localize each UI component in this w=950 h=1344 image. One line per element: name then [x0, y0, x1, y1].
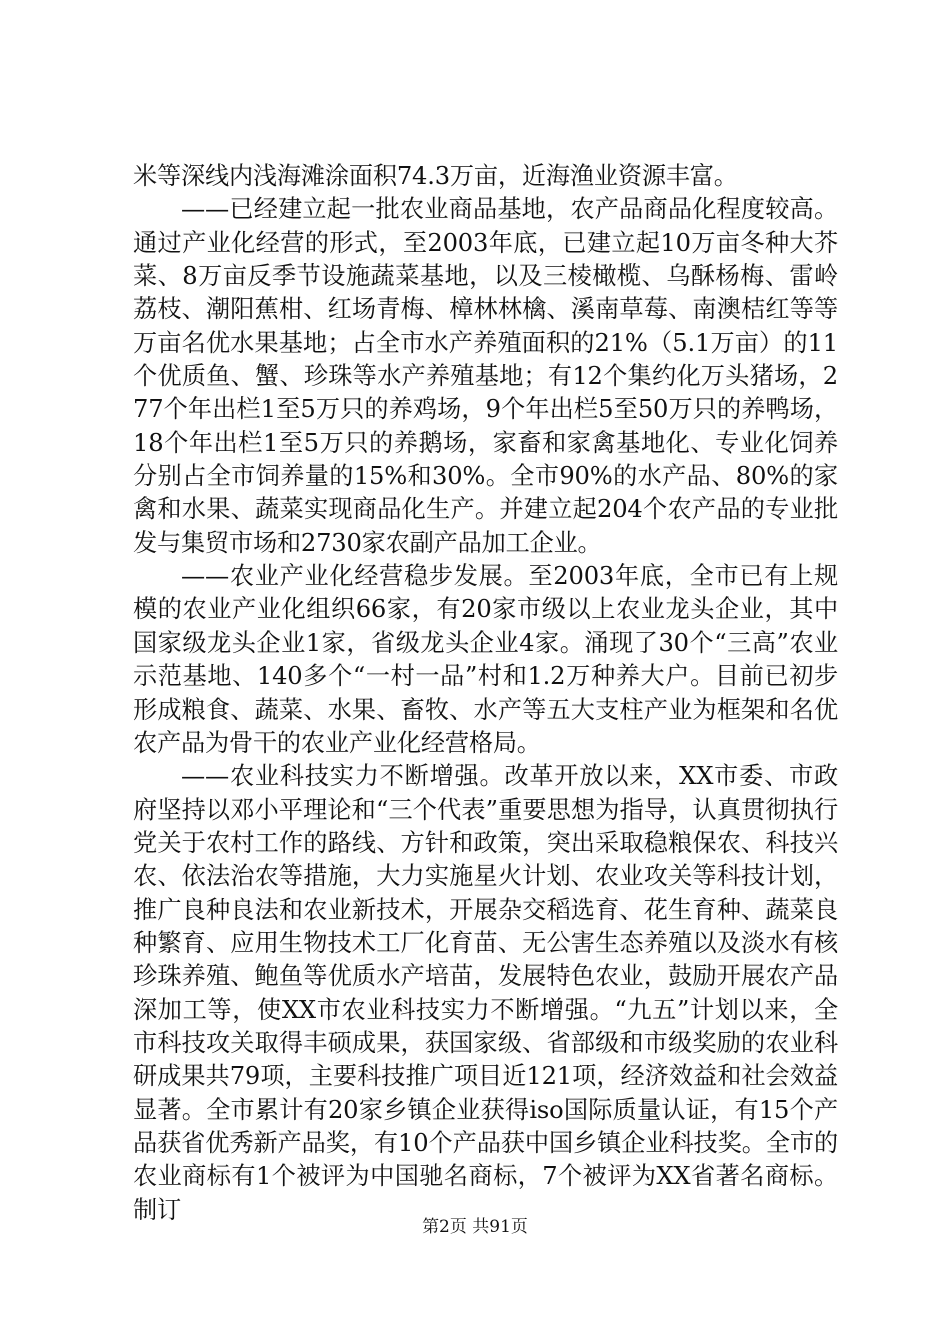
- page-footer: 第2页 共91页: [422, 1217, 528, 1237]
- body-text: [133, 160, 838, 1227]
- paragraph-commodity-bases: ——已经建立起一批农业商品基地，农产品商品化程度较高。通过产业化经营的形式，至2003年底，已建立起10万亩冬种大芥菜、8万亩反季节设施蔬菜基地，以及三棱橄榄、乌酥杨梅、雷岭荔枝、潮阳蕉柑、红场青梅、樟林林檎、溪南草莓、南澳桔红等等万亩名优水果基地；占全市水产养殖面积的21%（5.1万亩）的11个优质鱼、蟹、珍珠等水产养殖基地；有12个集约化万头猪场，277个年出栏1至5万只的养鸡场，9个年出栏5至50万只的养鸭场，18个年出栏1至5万只的养鹅场，家畜和家禽基地化、专业化饲养分别占全市饲养量的15%和30%。全市90%的水产品、80%的家禽和水果、蔬菜实现商品化生产。并建立起204个农产品的专业批发与集贸市场和2730家农副产品加工企业。: [133, 195, 838, 557]
- paragraph-industrialization: ——农业产业化经营稳步发展。至2003年底，全市已有上规模的农业产业化组织66家，有20家市级以上农业龙头企业，其中国家级龙头企业1家，省级龙头企业4家。涌现了30个“三高”农业示范基地、140多个“一村一品”村和1.2万种养大户。目前已初步形成粮食、蔬菜、水果、畜牧、水产等五大支柱产业为框架和名优农产品为骨干的农业产业化经营格局。: [133, 562, 838, 757]
- paragraph-continuation: 米等深线内浅海滩涂面积74.3万亩，近海渔业资源丰富。: [133, 162, 738, 190]
- paragraph-technology: ——农业科技实力不断增强。改革开放以来，XX市委、市政府坚持以邓小平理论和“三个代表”重要思想为指导，认真贯彻执行党关于农村工作的路线、方针和政策，突出采取稳粮保农、科技兴农、依法治农等措施，大力实施星火计划、农业攻关等科技计划，推广良种良法和农业新技术，开展杂交稻选育、花生育种、蔬菜良种繁育、应用生物技术工厂化育苗、无公害生态养殖以及淡水有核珍珠养殖、鲍鱼等优质水产培苗，发展特色农业，鼓励开展农产品深加工等，使XX市农业科技实力不断增强。“九五”计划以来，全市科技攻关取得丰硕成果，获国家级、省部级和市级奖励的农业科研成果共79项，主要科技推广项目近121项，经济效益和社会效益显著。全市累计有20家乡镇企业获得iso国际质量认证，有15个产品获省优秀新产品奖，有10个产品获中国乡镇企业科技奖。全市的农业商标有1个被评为中国驰名商标，7个被评为XX省著名商标。制订: [133, 762, 838, 1224]
